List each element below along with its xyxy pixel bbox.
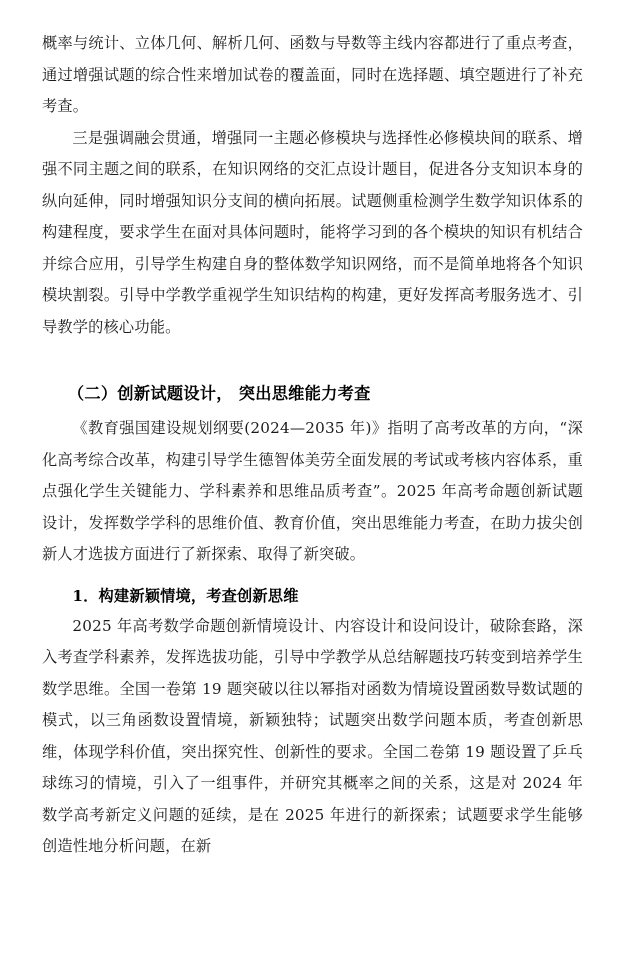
subsection-heading-one: 1．构建新颖情境，考查创新思维 <box>72 586 299 605</box>
paragraph-continuation: 概率与统计、立体几何、解析几何、函数与导数等主线内容都进行了重点考查，通过增强试题的综合性来增加试卷的覆盖面，同时在选择题、填空题进行了补充考查。 <box>42 34 583 115</box>
section-heading-two: （二）创新试题设计， 突出思维能力考查 <box>67 384 371 403</box>
paragraph-innovative-context: 2025 年高考数学命题创新情境设计、内容设计和设问设计，破除套路，深入考查学科素养，发挥选拔功能，引导中学教学从总结解题技巧转变到培养学生数学思维。全国一卷第 19 题突破以往以幂指对函数为情境设置函数导数试题的模式，以三角函数设置情境，新颖独特；试题突出数学问题本质，考查创新思维，体现学科价值，突出探究性、创新性的要求。全国二卷第 19 题设置了乒乓球练习的情境，引入了一组事件，并研究其概率之间的关系，这是对 2024 年数学高考新定义问题的延续，是在 2025 年进行的新探索；试题要求学生能够创造性地分析问题，在新 <box>42 616 583 855</box>
paragraph-integration: 三是强调融会贯通，增强同一主题必修模块与选择性必修模块间的联系、增强不同主题之间的联系，在知识网络的交汇点设计题目，促进各分支知识本身的纵向延伸，同时增强知识分支间的横向拓展。试题侧重检测学生数学知识体系的构建程度，要求学生在面对具体问题时，能将学习到的各个模块的知识有机结合并综合应用，引导学生构建自身的整体数学知识网络，而不是简单地将各个知识模块割裂。引导中学教学重视学生知识结构的构建，更好发挥高考服务选才、引导教学的核心功能。 <box>42 128 583 336</box>
section-spacer <box>42 343 583 357</box>
paragraph-policy-reference: 《教育强国建设规划纲要(2024—2035 年)》指明了高考改革的方向，“深化高考综合改革，构建引导学生德智体美劳全面发展的考试或考核内容体系，重点强化学生关键能力、学科素养和思维品质考查”。2025 年高考命题创新试题设计，发挥数学学科的思维价值、教育价值，突出思维能力考查，在助力拔尖创新人才选拔方面进行了新探索、取得了新突破。 <box>42 419 583 563</box>
